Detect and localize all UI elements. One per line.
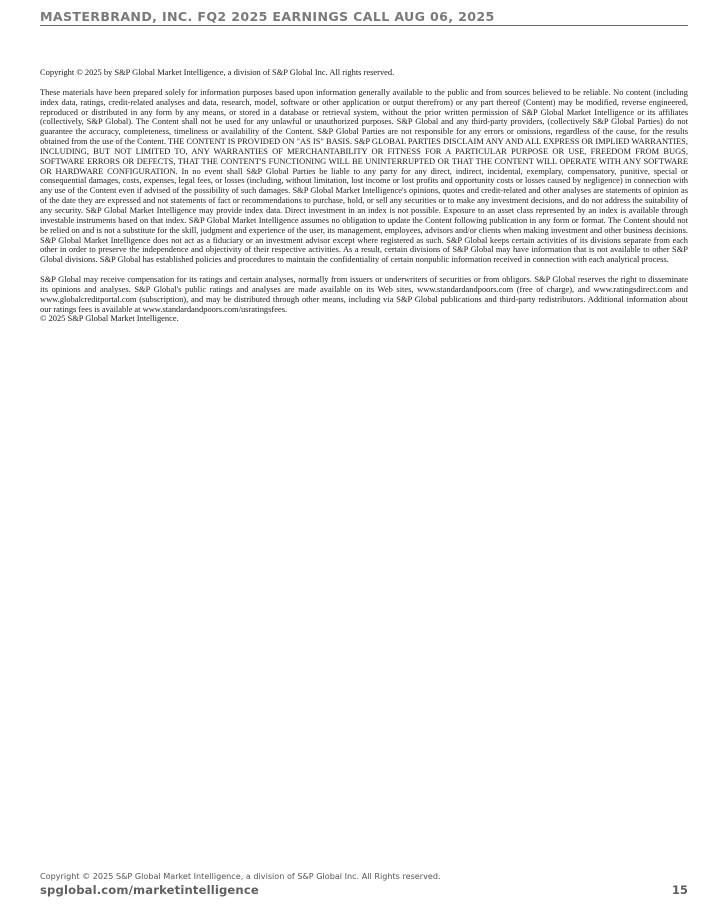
closing-copyright: © 2025 S&P Global Market Intelligence. — [40, 313, 179, 324]
compensation-paragraph: S&P Global may receive compensation for its ratings and certain analyses, normally from issuers or underwriters of securities or from obligors. S&P Global reserves the right to disseminate its opinions and analyses. S&P Global's public ratings and analyses are made available on its Web sites, www.standardandpoors.com (free of charge), and www.ratingsdirect.com and www.globalcreditportal.com (subscription), and may be distributed through other means, including via S&P Global publications and third-party redistributors. Additional information about our ratings fees is available at www.standardandpoors.com/usratingsfees. — [40, 274, 688, 314]
document-body — [40, 66, 688, 324]
page-header — [40, 8, 688, 26]
footer-url: spglobal.com/marketintelligence — [40, 883, 259, 897]
copyright-line: Copyright © 2025 by S&P Global Market Intelligence, a division of S&P Global Inc. All rights reserved. — [40, 67, 395, 77]
footer-copyright: Copyright © 2025 S&P Global Market Intelligence, a division of S&P Global Inc. All Rights reserved. — [40, 871, 441, 881]
page-number: 15 — [671, 883, 688, 897]
disclaimer-paragraph: These materials have been prepared solely for information purposes based upon information generally available to the public and from sources believed to be reliable. No content (including index data, ratings, credit-related analyses and data, research, model, software or other application or output therefrom) or any part thereof (Content) may be modified, reverse engineered, reproduced or distributed in any form by any means, or stored in a database or retrieval system, without the prior written permission of S&P Global Market Intelligence or its affiliates (collectively, S&P Global). The Content shall not be used for any unlawful or unauthorized purposes. S&P Global and any third-party providers, (collectively S&P Global Parties) do not guarantee the accuracy, completeness, timeliness or availability of the Content. S&P Global Parties are not responsible for any errors or omissions, regardless of the cause, for the results obtained from the use of the Content. THE CONTENT IS PROVIDED ON "AS IS" BASIS. S&P GLOBAL PARTIES DISCLAIM ANY AND ALL EXPRESS OR IMPLIED WARRANTIES, INCLUDING, BUT NOT LIMITED TO, ANY WARRANTIES OF MERCHANTABILITY OR FITNESS FOR A PARTICULAR PURPOSE OR USE, FREEDOM FROM BUGS, SOFTWARE ERRORS OR DEFECTS, THAT THE CONTENT'S FUNCTIONING WILL BE UNINTERRUPTED OR THAT THE CONTENT WILL OPERATE WITH ANY SOFTWARE OR HARDWARE CONFIGURATION. In no event shall S&P Global Parties be liable to any party for any direct, indirect, incidental, exemplary, compensatory, punitive, special or consequential damages, costs, expenses, legal fees, or losses (including, without limitation, lost income or lost profits and opportunity costs or losses caused by negligence) in connection with any use of the Content even if advised of the possibility of such damages. S&P Global Market Intelligence's opinions, quotes and credit-related and other analyses are statements of opinion as of the date they are expressed and not statements of fact or recommendations to purchase, hold, or sell any securities or to make any investment decisions, and do not address the suitability of any security. S&P Global Market Intelligence may provide index data. Direct investment in an index is not possible. Exposure to an asset class represented by an index is available through investable instruments based on that index. S&P Global Market Intelligence assumes no obligation to update the Content following publication in any form or format. The Content should not be relied on and is not a substitute for the skill, judgment and experience of the user, its management, employees, advisors and/or clients when making investment and other business decisions. S&P Global Market Intelligence does not act as a fiduciary or an investment advisor except where registered as such. S&P Global keeps certain activities of its divisions separate from each other in order to preserve the independence and objectivity of their respective activities. As a result, certain divisions of S&P Global may have information that is not available to other S&P Global divisions. S&P Global has established policies and procedures to maintain the confidentiality of certain nonpublic information received in connection with each analytical process. — [40, 86, 688, 265]
header-title: MASTERBRAND, INC. FQ2 2025 EARNINGS CALL AUG 06, 2025 — [40, 9, 495, 24]
